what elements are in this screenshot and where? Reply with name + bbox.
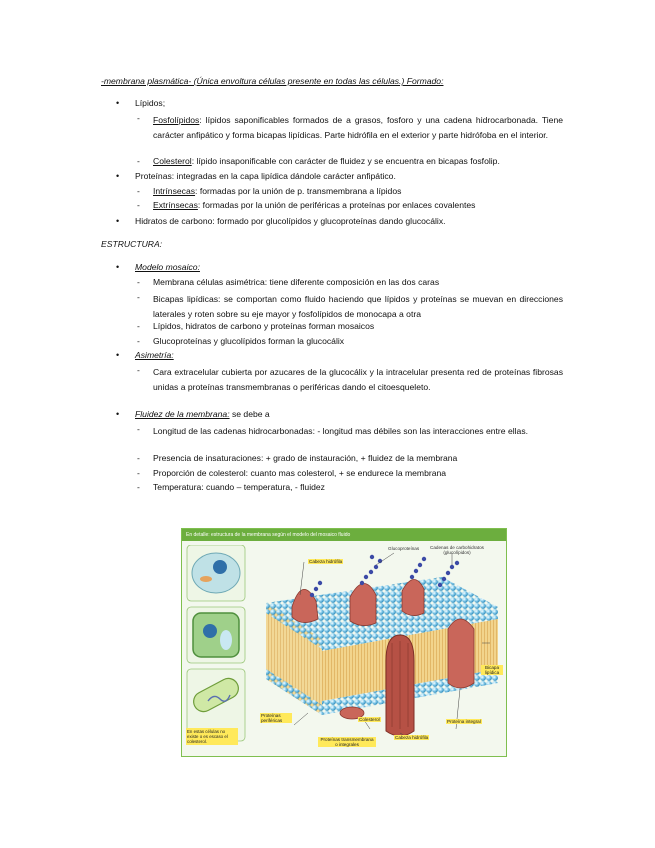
document-title: -membrana plasmática- (Única envoltura células presente en todas las células.) Formado: bbox=[101, 76, 444, 86]
lipidos-heading: Lípidos; bbox=[135, 98, 166, 108]
nucleus-icon bbox=[213, 560, 227, 574]
estructura-heading: ESTRUCTURA: bbox=[101, 239, 163, 249]
list-item: Glucoproteínas y glucolípidos forman la glucocálix bbox=[153, 336, 345, 346]
asimetria-heading: Asimetría: bbox=[135, 350, 174, 360]
fluidez-heading-line bbox=[135, 409, 270, 420]
hidratos-paragraph: Hidratos de carbono: formado por glucolípidos y glucoproteínas dando glucocálix. bbox=[135, 216, 446, 226]
membrane-figure bbox=[181, 528, 507, 757]
dash-icon: - bbox=[137, 321, 140, 331]
dash-icon: - bbox=[137, 468, 140, 478]
list-item: Bicapas lipídicas: se comportan como fluido haciendo que lípidos y proteínas se muevan en direcciones laterales y roten sobre su eje mayor y fosfolípidos de monocapa a otra bbox=[153, 294, 563, 319]
bullet-icon: • bbox=[116, 350, 120, 360]
nucleus-icon bbox=[203, 624, 217, 638]
label-cabeza-hidrofila-top: Cabeza hidrófila bbox=[309, 559, 343, 564]
modelo-mosaico-heading: Modelo mosaico: bbox=[135, 262, 200, 272]
figure-title: En detalle: estructura de la membrana según el modelo del mosaico fluido bbox=[182, 529, 506, 541]
organelle-icon bbox=[200, 576, 212, 582]
glycoprotein-icon bbox=[350, 583, 376, 625]
colesterol-text: : lípido insaponificable con carácter de fluidez y se encuentra en bicapas fosfolip. bbox=[191, 156, 500, 166]
dash-icon: - bbox=[137, 292, 140, 302]
extrinsecas-paragraph bbox=[153, 200, 475, 211]
fosfolipidos-term: Fosfolípidos bbox=[153, 115, 200, 125]
dash-icon: - bbox=[137, 453, 140, 463]
label-proteinas-transmembrana: Proteínas transmembrana o integrales bbox=[318, 737, 376, 747]
vacuole-icon bbox=[220, 630, 232, 650]
list-item: Presencia de insaturaciones: + grado de instauración, + fluidez de la membrana bbox=[153, 453, 458, 463]
extrinsecas-term: Extrínsecas bbox=[153, 200, 198, 210]
label-cadenas-carbohidratos: Cadenas de carbohidratos (glucolípidos) bbox=[430, 545, 484, 555]
label-glucoproteinas: Glucoproteínas bbox=[388, 546, 420, 551]
fluidez-heading: Fluidez de la membrana: bbox=[135, 409, 230, 419]
list-item: Lípidos, hidratos de carbono y proteínas forman mosaicos bbox=[153, 321, 375, 331]
list-item: Temperatura: cuando – temperatura, - fluidez bbox=[153, 482, 325, 492]
dash-icon: - bbox=[137, 186, 140, 196]
label-bicapa-lipidica: Bicapa lipídica bbox=[481, 665, 503, 675]
plant-cell-icon bbox=[193, 613, 239, 657]
label-proteina-integral: Proteína integral bbox=[447, 719, 481, 724]
list-item: Longitud de las cadenas hidrocarbonadas: - longitud mas débiles son las interacciones entre ellas. bbox=[153, 426, 529, 436]
dash-icon: - bbox=[137, 156, 140, 166]
fluidez-suffix: se debe a bbox=[229, 409, 270, 419]
intrinsecas-text: : formadas por la unión de p. transmembrana a lípidos bbox=[195, 186, 402, 196]
extrinsecas-text: : formadas por la unión de periféricas a proteínas por enlaces covalentes bbox=[197, 200, 476, 210]
fosfolipidos-paragraph bbox=[153, 113, 563, 142]
label-proteinas-perifericas: Proteínas periféricas bbox=[260, 713, 292, 723]
dash-icon: - bbox=[137, 200, 140, 210]
list-item: Cara extracelular cubierta por azucares de la glucocálix y la intracelular presenta red de proteínas fibrosas unidas a proteínas transmembranas o periféricas dando el citoesqueleto. bbox=[153, 367, 563, 392]
fosfolipidos-text: : lípidos saponificables formados de a grasos, fosforo y una cadena hidrocarbonada. Tiene carácter anfipático y forma bicapas lipídicas. Parte hidrófila en el exterior y parte hidrófoba en el interior. bbox=[153, 115, 563, 140]
colesterol-term: Colesterol bbox=[153, 156, 192, 166]
colesterol-paragraph bbox=[153, 156, 500, 167]
intrinsecas-paragraph bbox=[153, 186, 401, 197]
dash-icon: - bbox=[137, 424, 140, 434]
bullet-icon: • bbox=[116, 216, 120, 226]
cell-thumbnails bbox=[186, 545, 248, 745]
bullet-icon: • bbox=[116, 409, 120, 419]
intrinsecas-term: Intrínsecas bbox=[153, 186, 196, 196]
list-item: Proporción de colesterol: cuanto mas colesterol, + se endurece la membrana bbox=[153, 468, 447, 478]
figure-note: En estas células no existe o es escaso el colesterol. bbox=[186, 728, 238, 745]
bullet-icon: • bbox=[116, 262, 120, 272]
dash-icon: - bbox=[137, 482, 140, 492]
dash-icon: - bbox=[137, 365, 140, 375]
dash-icon: - bbox=[137, 113, 140, 123]
dash-icon: - bbox=[137, 277, 140, 287]
label-cabeza-hidrofila-bottom: Cabeza hidrófila bbox=[395, 735, 429, 740]
dash-icon: - bbox=[137, 336, 140, 346]
integral-protein-icon bbox=[448, 619, 474, 688]
animal-cell-icon bbox=[192, 553, 240, 593]
list-item: Membrana células asimétrica: tiene diferente composición en las dos caras bbox=[153, 277, 440, 287]
proteinas-paragraph: Proteínas: integradas en la capa lipídica dándole carácter anfipático. bbox=[135, 171, 396, 181]
peripheral-protein-icon bbox=[292, 589, 318, 622]
bullet-icon: • bbox=[116, 171, 120, 181]
label-colesterol: Colesterol bbox=[359, 717, 380, 722]
bullet-icon: • bbox=[116, 98, 120, 108]
